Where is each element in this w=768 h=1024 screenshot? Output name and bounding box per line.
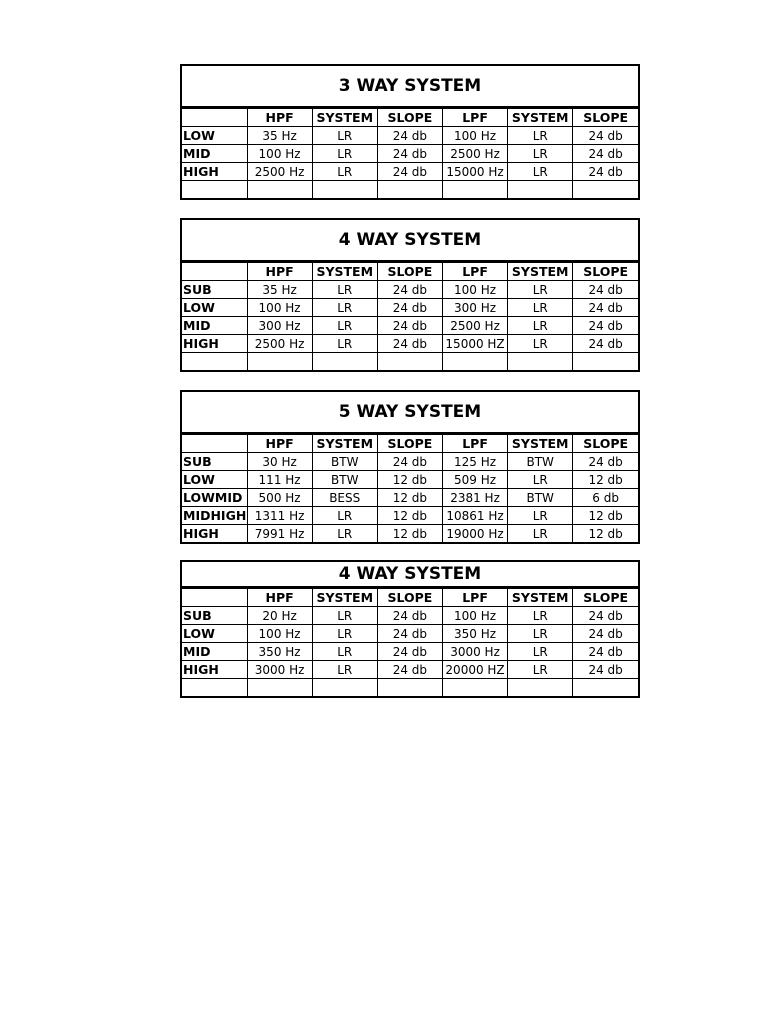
header-cell-system: SYSTEM [312,109,377,127]
table-cell: 100 Hz [442,127,507,145]
band-label: HIGH [182,163,247,181]
table-cell: LR [508,163,573,181]
table-cell: 19000 Hz [442,525,507,543]
header-cell [182,589,247,607]
table-cell [247,679,312,697]
header-cell-slope: SLOPE [377,263,442,281]
header-row [182,589,638,607]
table-cell: BTW [312,453,377,471]
crossover-grid [182,434,638,542]
header-row [182,435,638,453]
table-cell: LR [508,471,573,489]
table-row [182,317,638,335]
table-title: 5 WAY SYSTEM [182,392,638,434]
crossover-table-4-way [180,218,640,372]
header-cell [182,435,247,453]
table-row [182,507,638,525]
table-cell: 111 Hz [247,471,312,489]
table-cell: 24 db [573,127,638,145]
table-cell: LR [312,299,377,317]
table-cell: 24 db [573,625,638,643]
table-cell: 12 db [377,507,442,525]
table-cell [247,353,312,371]
empty-row [182,679,638,697]
header-cell-lpf: LPF [442,435,507,453]
table-row [182,525,638,543]
header-cell-slope: SLOPE [377,435,442,453]
table-cell: LR [508,145,573,163]
table-cell: 30 Hz [247,453,312,471]
table-cell: 24 db [573,607,638,625]
table-cell: 24 db [377,335,442,353]
table-cell: 100 Hz [247,145,312,163]
table-cell: 12 db [377,489,442,507]
table-cell: 100 Hz [442,281,507,299]
table-cell [377,181,442,199]
header-cell-slope: SLOPE [377,589,442,607]
crossover-grid [182,588,638,696]
table-cell [442,679,507,697]
table-cell: 24 db [377,607,442,625]
table-row [182,489,638,507]
table-cell: 24 db [377,625,442,643]
table-cell: 12 db [377,525,442,543]
table-row [182,335,638,353]
table-cell: BTW [312,471,377,489]
table-cell: 24 db [377,453,442,471]
table-cell: 24 db [377,163,442,181]
table-cell: LR [508,127,573,145]
table-cell: LR [312,525,377,543]
crossover-grid [182,262,638,370]
table-cell: 1311 Hz [247,507,312,525]
table-cell: 2500 Hz [247,335,312,353]
table-cell: LR [312,163,377,181]
table-cell: 100 Hz [247,625,312,643]
table-cell: 350 Hz [247,643,312,661]
table-cell: 24 db [573,163,638,181]
header-cell-slope: SLOPE [573,263,638,281]
table-cell: 12 db [573,471,638,489]
table-row [182,163,638,181]
table-cell: LR [312,127,377,145]
band-label: MIDHIGH [183,508,247,523]
header-cell-slope: SLOPE [573,109,638,127]
table-cell [508,353,573,371]
band-label: SUB [182,281,247,299]
table-cell [312,679,377,697]
table-cell: 7991 Hz [247,525,312,543]
crossover-table-4-way-alt [180,560,640,698]
band-label: SUB [182,607,247,625]
band-label: LOW [182,471,247,489]
table-cell [573,181,638,199]
band-label: LOW [182,625,247,643]
table-cell: 24 db [377,281,442,299]
band-label: MID [182,317,247,335]
band-label: HIGH [182,335,247,353]
table-cell: LR [312,335,377,353]
crossover-table-3-way [180,64,640,200]
table-cell: LR [312,661,377,679]
table-cell: 300 Hz [442,299,507,317]
table-cell: 20 Hz [247,607,312,625]
header-cell-hpf: HPF [247,589,312,607]
table-cell: LR [312,507,377,525]
table-cell: LR [508,335,573,353]
header-row [182,109,638,127]
band-label: LOW [182,299,247,317]
table-row [182,127,638,145]
table-cell: LR [312,625,377,643]
crossover-sheet [180,64,640,716]
header-cell-hpf: HPF [247,435,312,453]
table-cell [312,181,377,199]
table-cell: LR [312,643,377,661]
table-cell: 24 db [377,127,442,145]
table-cell: LR [508,281,573,299]
table-cell: LR [508,607,573,625]
table-cell: 100 Hz [442,607,507,625]
table-title: 4 WAY SYSTEM [182,562,638,588]
band-label: HIGH [182,661,247,679]
table-cell: 10861 Hz [442,507,507,525]
table-cell: 20000 HZ [442,661,507,679]
table-title: 3 WAY SYSTEM [182,66,638,108]
table-cell [312,353,377,371]
header-cell-slope: SLOPE [573,589,638,607]
table-cell: 3000 Hz [247,661,312,679]
band-label [182,181,247,199]
table-cell: 15000 Hz [442,163,507,181]
table-cell: LR [508,525,573,543]
table-cell: 24 db [573,281,638,299]
table-cell: 24 db [573,317,638,335]
table-cell: 12 db [377,471,442,489]
table-cell: LR [508,625,573,643]
table-cell [442,181,507,199]
table-cell: 35 Hz [247,127,312,145]
table-cell [377,679,442,697]
header-cell-slope: SLOPE [573,435,638,453]
table-cell: 3000 Hz [442,643,507,661]
table-row [182,607,638,625]
header-cell-system: SYSTEM [508,435,573,453]
table-cell: 12 db [573,507,638,525]
table-cell: 509 Hz [442,471,507,489]
table-row [182,625,638,643]
table-cell: 24 db [377,661,442,679]
table-cell: 35 Hz [247,281,312,299]
table-cell: BTW [508,453,573,471]
table-row [182,471,638,489]
header-cell-system: SYSTEM [312,263,377,281]
header-cell-system: SYSTEM [508,589,573,607]
table-cell [573,353,638,371]
header-row [182,263,638,281]
table-cell: LR [508,299,573,317]
table-cell: 24 db [573,643,638,661]
table-row [182,643,638,661]
table-cell: 24 db [573,299,638,317]
table-cell: BTW [508,489,573,507]
table-cell: 2500 Hz [442,145,507,163]
table-cell: LR [312,607,377,625]
table-row [182,453,638,471]
table-cell: 24 db [377,317,442,335]
table-cell: 24 db [573,453,638,471]
table-cell: 15000 HZ [442,335,507,353]
band-label [182,353,247,371]
table-cell: 350 Hz [442,625,507,643]
table-cell: 24 db [573,335,638,353]
table-row [182,145,638,163]
band-label [182,679,247,697]
header-cell-system: SYSTEM [508,109,573,127]
table-cell: 6 db [573,489,638,507]
band-label: LOW [182,127,247,145]
table-cell [573,679,638,697]
table-cell [377,353,442,371]
table-cell: 24 db [377,643,442,661]
header-cell-hpf: HPF [247,263,312,281]
table-cell: 24 db [573,661,638,679]
empty-row [182,181,638,199]
table-cell: 2500 Hz [247,163,312,181]
table-cell: 24 db [377,145,442,163]
header-cell-hpf: HPF [247,109,312,127]
table-cell: 12 db [573,525,638,543]
table-cell [508,181,573,199]
table-cell: LR [312,145,377,163]
header-cell-lpf: LPF [442,263,507,281]
header-cell [182,109,247,127]
table-row [182,281,638,299]
table-cell [247,181,312,199]
table-cell: LR [508,661,573,679]
header-cell-system: SYSTEM [508,263,573,281]
table-cell: 2381 Hz [442,489,507,507]
header-cell-system: SYSTEM [312,589,377,607]
table-cell: LR [508,317,573,335]
band-label: MID [182,643,247,661]
table-row [182,299,638,317]
table-cell: LR [312,317,377,335]
crossover-grid [182,108,638,198]
band-label: MID [182,145,247,163]
table-cell: LR [312,281,377,299]
table-cell: 500 Hz [247,489,312,507]
header-cell-lpf: LPF [442,589,507,607]
header-cell-system: SYSTEM [312,435,377,453]
header-cell [182,263,247,281]
table-cell: LR [508,507,573,525]
table-cell: 300 Hz [247,317,312,335]
band-label: HIGH [182,525,247,543]
table-row [182,661,638,679]
table-title: 4 WAY SYSTEM [182,220,638,262]
header-cell-slope: SLOPE [377,109,442,127]
table-cell: 125 Hz [442,453,507,471]
table-cell: 100 Hz [247,299,312,317]
table-cell [442,353,507,371]
table-cell: 2500 Hz [442,317,507,335]
table-cell: 24 db [377,299,442,317]
table-cell: LR [508,643,573,661]
crossover-table-5-way [180,390,640,544]
table-cell: 24 db [573,145,638,163]
table-cell [508,679,573,697]
table-cell: BESS [312,489,377,507]
header-cell-lpf: LPF [442,109,507,127]
band-label: LOWMID [182,489,247,507]
empty-row [182,353,638,371]
band-label: SUB [182,453,247,471]
